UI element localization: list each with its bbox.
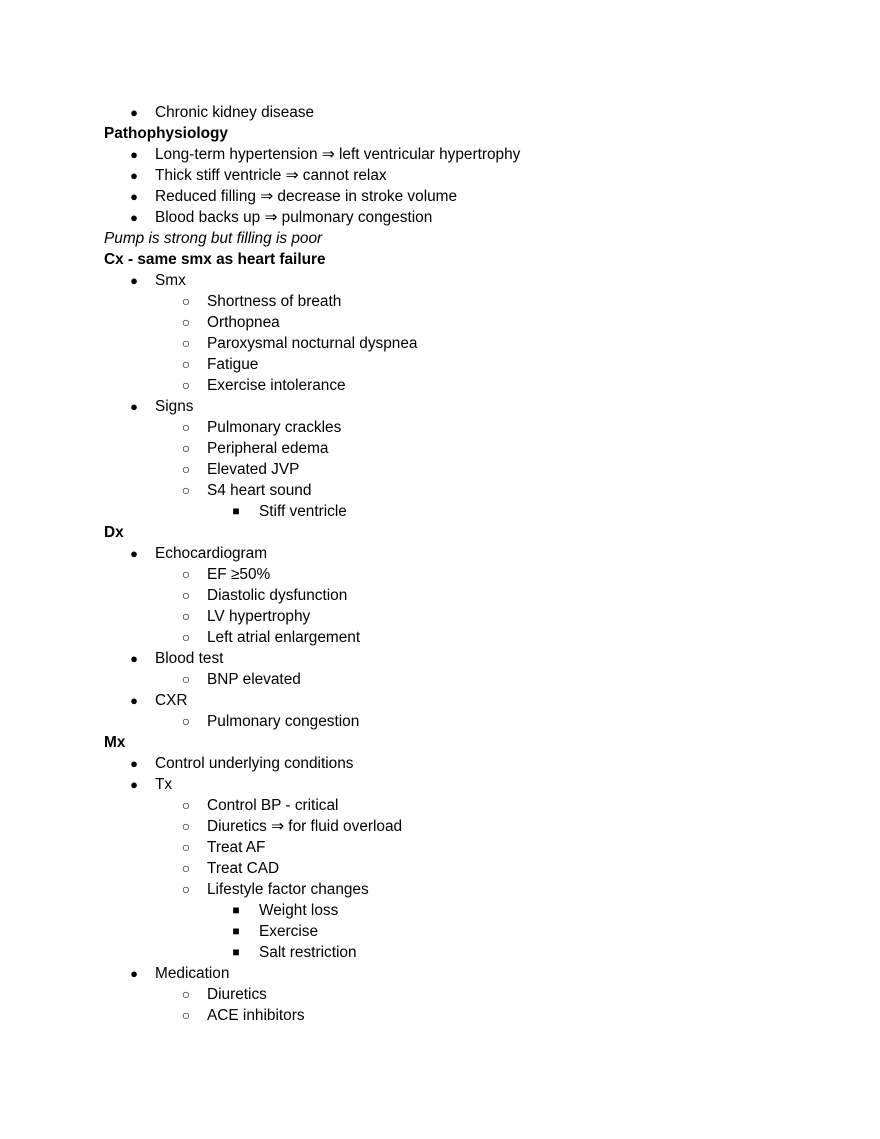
- section-heading-dx: Dx: [104, 524, 124, 541]
- bullet-icon: ●: [130, 168, 138, 183]
- circle-bullet-icon: ○: [181, 356, 191, 372]
- square-bullet-icon: ■: [232, 945, 240, 959]
- section-heading-mx: Mx: [104, 734, 126, 751]
- circle-bullet-icon: ○: [181, 314, 191, 330]
- circle-bullet-icon: ○: [181, 419, 191, 435]
- bullet-icon: ●: [130, 399, 138, 414]
- circle-bullet-icon: ○: [181, 986, 191, 1002]
- bullet-icon: ●: [130, 546, 138, 561]
- square-bullet-icon: ■: [232, 903, 240, 917]
- square-bullet-icon: ■: [232, 504, 240, 518]
- bullet-icon: ●: [130, 210, 138, 225]
- circle-bullet-icon: ○: [181, 713, 191, 729]
- circle-bullet-icon: ○: [181, 440, 191, 456]
- italic-note: Pump is strong but filling is poor: [104, 230, 323, 247]
- circle-bullet-icon: ○: [181, 608, 191, 624]
- bullet-icon: ●: [130, 966, 138, 981]
- document-page: ● Chronic kidney disease Pathophysiology ● Long-term hypertension ⇒ left ventricular hypertrophy ● Thick stiff ventricle ⇒ cannot relax ● Reduced filling ⇒ decrease in stroke volume ● Blood backs up ⇒ pulmonary congestion Pump is strong but filling is poor Cx - same smx as heart failure ● Smx ○ Shortness of breath ○ Orthopnea ○ Paroxysmal nocturnal dyspnea ○ Fatigue ○ Exercise intolerance ● Signs ○ Pulmonary crackles ○ Peripheral edema ○ Elevated JVP ○ S4 heart sound ■ Stiff ventricle Dx ● Echocardiogram ○ EF ≥50% ○ Diastolic dysfunction ○ LV hypertrophy ○ Left atrial enlargement ● Blood test ○ BNP elevated ● CXR ○ Pulmonary congestion Mx ● Control underlying conditions ● Tx ○ Control BP - critical ○ Diuretics ⇒ for fluid overload ○ Treat AF ○ Treat CAD ○ Lifestyle factor changes ■ Weight loss ■ Exercise ■ Salt restriction ● Medication ○ Diuretics ○ ACE inhibitors: [104, 104, 521, 1024]
- circle-bullet-icon: ○: [181, 377, 191, 393]
- circle-bullet-icon: ○: [181, 335, 191, 351]
- bullet-icon: ●: [130, 777, 138, 792]
- bullet-icon: ●: [130, 693, 138, 708]
- bullet-icon: ●: [130, 651, 138, 666]
- bullet-icon: ●: [130, 189, 138, 204]
- circle-bullet-icon: ○: [181, 1007, 191, 1023]
- circle-bullet-icon: ○: [181, 461, 191, 477]
- bullet-icon: ●: [130, 105, 138, 120]
- square-bullet-icon: ■: [232, 924, 240, 938]
- circle-bullet-icon: ○: [181, 671, 191, 687]
- bullet-icon: ●: [130, 147, 138, 162]
- circle-bullet-icon: ○: [181, 587, 191, 603]
- circle-bullet-icon: ○: [181, 881, 191, 897]
- circle-bullet-icon: ○: [181, 860, 191, 876]
- section-heading-cx: Cx - same smx as heart failure: [104, 251, 326, 268]
- bullet-icon: ●: [130, 756, 138, 771]
- circle-bullet-icon: ○: [181, 818, 191, 834]
- section-heading-pathophysiology: Pathophysiology: [104, 125, 228, 142]
- circle-bullet-icon: ○: [181, 839, 191, 855]
- circle-bullet-icon: ○: [181, 293, 191, 309]
- circle-bullet-icon: ○: [181, 797, 191, 813]
- bullet-icon: ●: [130, 273, 138, 288]
- circle-bullet-icon: ○: [181, 629, 191, 645]
- circle-bullet-icon: ○: [181, 482, 191, 498]
- circle-bullet-icon: ○: [181, 566, 191, 582]
